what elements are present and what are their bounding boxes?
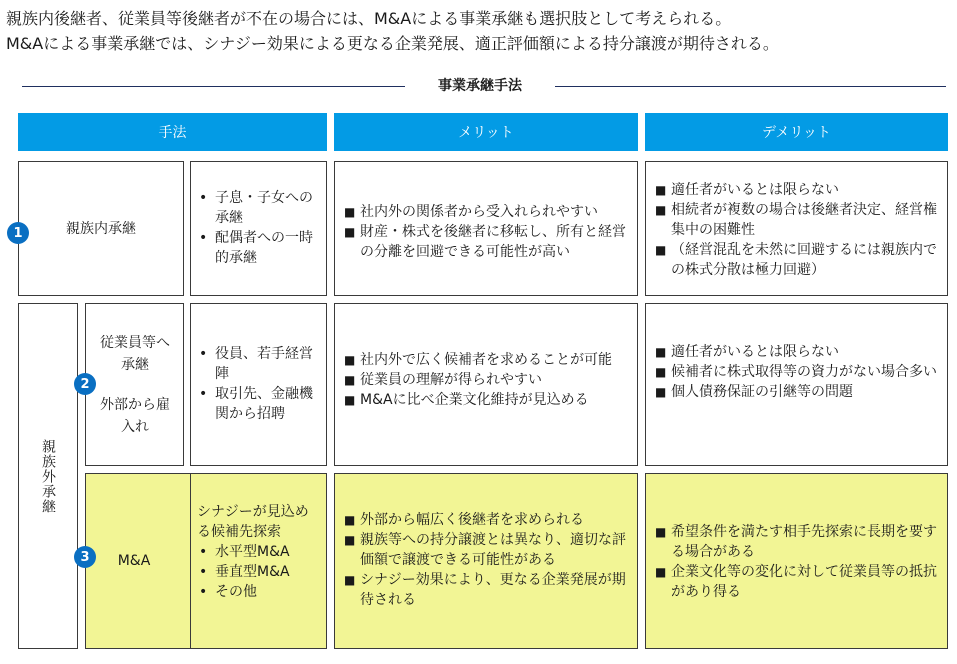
list-item: • 役員、若手経営陣: [197, 344, 321, 384]
row3-label: M&A: [117, 553, 151, 569]
list-item: ■ 外部から幅広く後継者を求められる: [344, 510, 632, 530]
row3-number: 3: [80, 549, 90, 565]
row3-merits-list: [344, 510, 632, 610]
row1-demerits-cell: [645, 161, 948, 296]
intro-line-2: M&Aによる事業承継では、シナジー効果による更なる企業発展、適正評価額による持分譲渡が期待される。: [6, 34, 779, 53]
row1-label: 親族内承継: [66, 220, 136, 237]
section-rule-right: [555, 86, 946, 87]
row1-demerits-list: [655, 180, 943, 280]
row3-number-badge: [74, 546, 96, 568]
list-item: ■ M&Aに比べ企業文化維持が見込める: [344, 390, 632, 410]
row2-number: 2: [80, 376, 90, 392]
row2-demerits-cell: [645, 303, 948, 466]
row3-methods-cell: [190, 473, 327, 649]
list-item: ■ 相続者が複数の場合は後継者決定、経営権集中の困難性: [655, 200, 943, 240]
list-item: ■ 親族等への持分譲渡とは異なり、適切な評価額で譲渡できる可能性がある: [344, 530, 632, 570]
list-item: • 水平型M&A: [197, 542, 321, 562]
list-item: ■ 企業文化等の変化に対して従業員等の抵抗があり得る: [655, 562, 943, 602]
non-family-group-label: 親族外承継: [40, 438, 56, 514]
list-item: • その他: [197, 582, 321, 602]
section-rule-left: [22, 86, 405, 87]
non-family-group-cell: [18, 303, 78, 649]
list-item: ■ 財産・株式を後継者に移転し、所有と経営の分離を回避できる可能性が高い: [344, 222, 632, 262]
header-merit: メリット: [334, 113, 638, 151]
row3-method-intro: シナジーが見込める候補先探索: [197, 504, 309, 540]
list-item: ■ 従業員の理解が得られやすい: [344, 370, 632, 390]
row1-merits-list: [344, 202, 632, 262]
list-item: • 垂直型M&A: [197, 562, 321, 582]
list-item: ■ シナジー効果により、更なる企業発展が期待される: [344, 570, 632, 610]
row1-number-badge: [7, 222, 29, 244]
row3-demerits-cell: [645, 473, 948, 649]
row2-methods-list: [197, 344, 321, 424]
row2-label-employee: 従業員等へ承継: [100, 335, 170, 373]
list-item: ■ 個人債務保証の引継等の問題: [655, 382, 943, 402]
header-demerit: デメリット: [645, 113, 948, 151]
row2-number-badge: [74, 373, 96, 395]
row2-demerits-list: [655, 342, 943, 402]
intro-line-1: 親族内後継者、従業員等後継者が不在の場合には、M&Aによる事業承継も選択肢として考えられる。: [6, 9, 732, 28]
list-item: ■ 希望条件を満たす相手先探索に長期を要する場合がある: [655, 522, 943, 562]
row1-merits-cell: [334, 161, 638, 296]
list-item: ■ 適任者がいるとは限らない: [655, 180, 943, 200]
list-item: • 子息・子女への承継: [197, 188, 321, 228]
list-item: • 配偶者への一時的承継: [197, 228, 321, 268]
row1-demerit-note: ■ （経営混乱を未然に回避するには親族内での株式分散は極力回避）: [655, 240, 943, 280]
section-title: 事業承継手法: [438, 78, 522, 94]
list-item: ■ 適任者がいるとは限らない: [655, 342, 943, 362]
row1-label-cell: [18, 161, 184, 296]
row2-methods-cell: [190, 303, 327, 466]
row3-merits-cell: [334, 473, 638, 649]
row1-methods-list: [197, 188, 321, 268]
row1-number: 1: [13, 225, 23, 241]
row2-merits-list: [344, 350, 632, 410]
row1-methods-cell: [190, 161, 327, 296]
list-item: • 取引先、金融機関から招聘: [197, 384, 321, 424]
row2-merits-cell: [334, 303, 638, 466]
row2-label-cell: [85, 303, 184, 466]
list-item: ■ 社内外で広く候補者を求めることが可能: [344, 350, 632, 370]
row3-demerits-list: [655, 522, 943, 602]
list-item: ■ 候補者に株式取得等の資力がない場合多い: [655, 362, 943, 382]
row3-methods-list: [197, 542, 321, 602]
list-item: ■ 社内外の関係者から受入れられやすい: [344, 202, 632, 222]
row2-label-external: 外部から雇入れ: [100, 397, 170, 435]
header-method: 手法: [18, 113, 327, 151]
